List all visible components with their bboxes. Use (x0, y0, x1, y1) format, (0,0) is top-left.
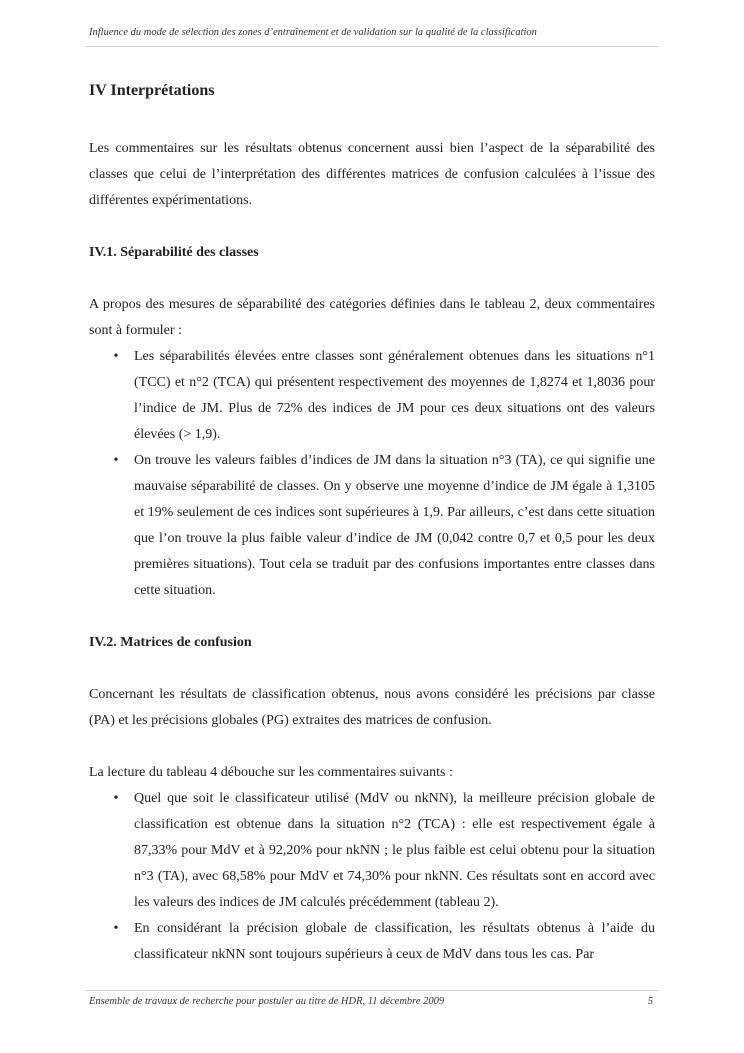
section-intro-paragraph: Les commentaires sur les résultats obtenus concernent aussi bien l’aspect de la séparabilité des classes que celui de l’interprétation des différentes matrices de confusion calculées à l’issue des différentes expérimentations. (89, 141, 655, 208)
bullet-icon: • (113, 349, 119, 364)
running-footer: Ensemble de travaux de recherche pour postuler au titre de HDR, 11 décembre 2009 (89, 996, 445, 1007)
footer-divider (86, 990, 658, 991)
list-item (89, 448, 655, 604)
matrices-bullet-list (89, 786, 655, 968)
subsection-title-separabilite: IV.1. Séparabilité des classes (89, 245, 259, 260)
list-item (89, 916, 655, 968)
page-number: 5 (647, 996, 653, 1007)
bullet-icon: • (113, 453, 119, 468)
subsection-title-matrices: IV.2. Matrices de confusion (89, 635, 252, 650)
list-item-text: Les séparabilités élevées entre classes sont généralement obtenues dans les situations n°1 (TCC) et n°2 (TCA) qui présentent respectivement des moyennes de 1,8274 et 1,8036 pour l’indice de JM. Plus de 72% des indices de JM pour ces deux situations ont des valeurs élevées (> 1,9). (134, 349, 655, 442)
running-header: Influence du mode de sélection des zones d’entraînement et de validation sur la qualité de la classification (89, 27, 537, 38)
matrices-intro-paragraph: Concernant les résultats de classification obtenus, nous avons considéré les précisions par classe (PA) et les précisions globales (PG) extraites des matrices de confusion. (89, 687, 655, 728)
list-item (89, 344, 655, 448)
list-item-text: En considérant la précision globale de classification, les résultats obtenus à l’aide du classificateur nkNN sont toujours supérieurs à ceux de MdV dans tous les cas. Par (134, 921, 655, 962)
bullet-icon: • (113, 921, 119, 936)
list-item-text: Quel que soit le classificateur utilisé (MdV ou nkNN), la meilleure précision globale de classification est obtenue dans la situation n°2 (TCA) : elle est respectivement égale à 87,33% pour MdV et à 92,20% pour nkNN ; le plus faible est celui obtenu pour la situation n°3 (TA), avec 68,58% pour MdV et 74,30% pour nkNN. Ces résultats sont en accord avec les valeurs des indices de JM calculés précédemment (tableau 2). (134, 791, 655, 910)
header-divider (86, 46, 658, 47)
list-item (89, 786, 655, 916)
separabilite-bullet-list (89, 344, 655, 604)
list-item-text: On trouve les valeurs faibles d’indices de JM dans la situation n°3 (TA), ce qui signifie une mauvaise séparabilité de classes. On y observe une moyenne d’indice de JM égale à 1,3105 et 19% seulement de ces indices sont supérieures à 1,9. Par ailleurs, c’est dans cette situation que l’on trouve la plus faible valeur d’indice de JM (0,042 contre 0,7 et 0,5 pour les deux premières situations). Tout cela se traduit par des confusions importantes entre classes dans cette situation. (134, 453, 655, 598)
separabilite-intro-paragraph: A propos des mesures de séparabilité des catégories définies dans le tableau 2, deux commentaires sont à formuler : (89, 297, 655, 338)
section-title: IV Interprétations (89, 82, 215, 99)
tableau-reading-paragraph: La lecture du tableau 4 débouche sur les commentaires suivants : (89, 765, 453, 780)
page-body (89, 76, 655, 968)
bullet-icon: • (113, 791, 119, 806)
